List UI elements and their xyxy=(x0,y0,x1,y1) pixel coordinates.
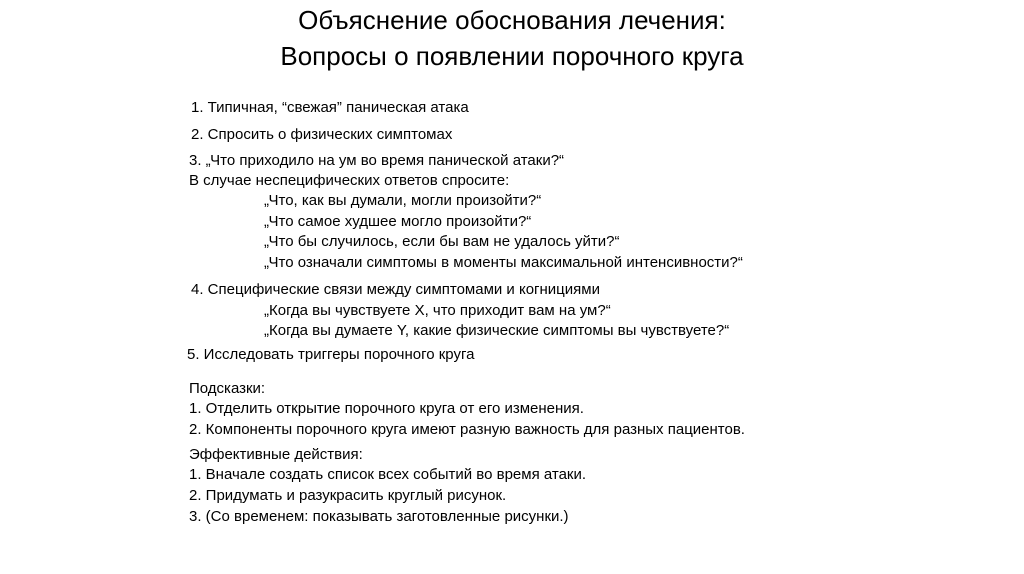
question-5: 5. Исследовать триггеры порочного круга xyxy=(187,346,475,363)
actions-heading: Эффективные действия: xyxy=(189,446,363,463)
action-item: 1. Вначале создать список всех событий во время атаки. xyxy=(189,466,587,483)
question-4-sub-1: „Когда вы чувствуете X, что приходит вам на ум?“ xyxy=(264,302,611,319)
question-2: 2. Спросить о физических симптомах xyxy=(191,126,453,143)
action-item: 2. Придумать и разукрасить круглый рисунок. xyxy=(189,487,507,504)
question-3-sub-1: „Что, как вы думали, могли произойти?“ xyxy=(264,192,542,209)
hints-heading: Подсказки: xyxy=(189,380,266,397)
question-4-sub-2: „Когда вы думаете Y, какие физические симптомы вы чувствуете?“ xyxy=(264,322,730,339)
question-3-sub-4: „Что означали симптомы в моменты максимальной интенсивности?“ xyxy=(264,254,743,271)
question-3-sub-2: „Что самое худшее могло произойти?“ xyxy=(264,213,532,230)
slide-title xyxy=(0,2,1024,74)
question-3-note: В случае неспецифических ответов спросите: xyxy=(189,172,510,189)
question-3-sub-3: „Что бы случилось, если бы вам не удалось уйти?“ xyxy=(264,233,620,250)
hint-item: 2. Компоненты порочного круга имеют разную важность для разных пациентов. xyxy=(189,421,745,438)
question-1: 1. Типичная, “свежая” паническая атака xyxy=(191,99,469,116)
title-line-1: Объяснение обоснования лечения: xyxy=(298,5,726,35)
question-4: 4. Специфические связи между симптомами и когнициями xyxy=(191,281,600,298)
action-item: 3. (Со временем: показывать заготовленные рисунки.) xyxy=(189,508,569,525)
title-line-2: Вопросы о появлении порочного круга xyxy=(280,41,744,71)
question-3: 3. „Что приходило на ум во время панической атаки?“ xyxy=(189,152,565,169)
hint-item: 1. Отделить открытие порочного круга от его изменения. xyxy=(189,400,584,417)
